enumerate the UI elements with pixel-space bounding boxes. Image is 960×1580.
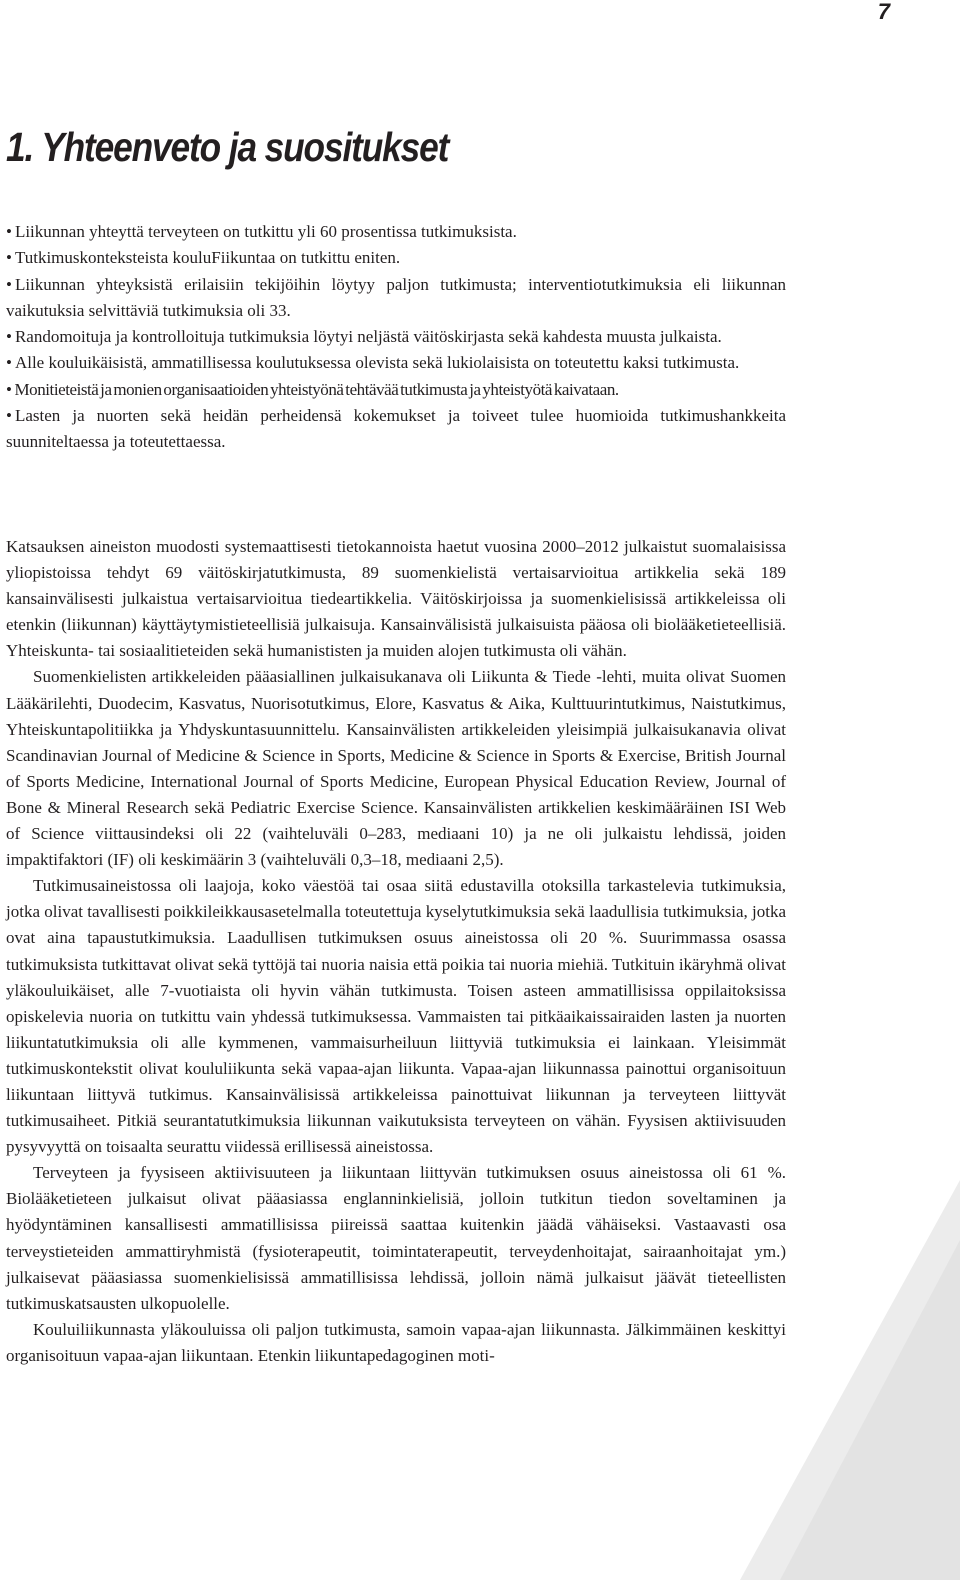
summary-bullet-text: Tutkimuskonteksteista kouluFiikuntaa on tutkittu eniten. <box>14 248 401 268</box>
bullet-icon: • <box>6 222 12 241</box>
summary-bullet-text: Lasten ja nuorten sekä heidän perheidensä kokemukset ja toiveet tulee huomioida tutkimushankkeita suunniteltaessa ja toteutettaessa. <box>6 406 786 452</box>
corner-decoration <box>740 1180 960 1580</box>
bullet-icon: • <box>6 274 12 294</box>
summary-bullet-item <box>6 219 786 245</box>
body-paragraph: Kouluiliikunnasta yläkouluissa oli paljon tutkimusta, samoin vapaa-ajan liikunnasta. Jälkimmäinen keskittyi organisoituun vapaa-ajan liikuntaan. Etenkin liikuntapedagoginen moti- <box>6 1319 786 1365</box>
page-number: 7 <box>877 0 890 24</box>
summary-bullet-text: Liikunnan yhteyksistä erilaisiin tekijöihin löytyy paljon tutkimusta; interventiotutkimuksia eli liikunnan vaikutuksia selvittäviä tutkimuksia oli 33. <box>6 274 786 320</box>
body-paragraph: Suomenkielisten artikkeleiden pääasiallinen julkaisukanava oli Liikunta & Tiede -lehti, muita olivat Suomen Lääkärilehti, Duodecim, Kasvatus, Nuorisotutkimus, Elore, Kasvatus & Aika, Kulttuurintutkimus, Naistutkimus, Yhteiskuntapolitiikka ja Yhdyskuntasuunnittelu. Kansainvälisten artikkeleiden yleisimpiä julkaisukanavia olivat Scandinavian Journal of Medicine & Science in Sports, Medicine & Science in Sports & Exercise, British Journal of Sports Medicine, International Journal of Sports Medicine, European Physical Education Review, Journal of Bone & Mineral Research sekä Pediatric Exercise Science. Kansainvälisten artikkelien keskimääräinen ISI Web of Science viittausindeksi oli 22 (vaihteluväli 0–283, mediaani 10) ja ne oli julkaistu lehdissä, joiden impaktifaktori (IF) oli keskimäärin 3 (vaihteluväli 0,3–18, mediaani 2,5). <box>6 667 786 870</box>
bullet-icon: • <box>6 248 12 268</box>
summary-bullet-item <box>6 272 786 325</box>
summary-bullet-text: Alle kouluikäisistä, ammatillisessa koulutuksessa olevista sekä lukiolaisista on toteutettu kaksi tutkimusta. <box>14 353 740 373</box>
bullet-icon: • <box>6 406 12 426</box>
summary-bullet-text: Monitieteistä ja monien organisaatioiden yhteistyönä tehtävää tutkimusta ja yhteistyötä kaivataan. <box>14 379 619 399</box>
chapter-title: 1. Yhteenveto ja suositukset <box>6 124 449 170</box>
body-paragraph: Katsauksen aineiston muodosti systemaattisesti tietokannoista haetut vuosina 2000–2012 julkaistut suomalaisissa yliopistoissa tehdyt 69 väitöskirjatutkimusta, 89 suomenkielistä vertaisarvioitua artikkelia sekä 189 kansainvälisesti julkaistua vertaisarvioitua tiedeartikkelia. Väitöskirjoissa ja suomenkielisissä artikkeleissa oli etenkin (liikunnan) käyttäytymistieteellisiä julkaisuja. Kansainvälisistä julkaisuista pääosa oli biolääketieteellisiä. Yhteiskunta- tai sosiaalitieteiden sekä humanististen ja muiden alojen tutkimusta oli vähän. <box>6 537 786 661</box>
bullet-icon: • <box>6 353 12 373</box>
summary-bullet-item <box>6 245 786 271</box>
summary-bullet-item <box>6 324 786 350</box>
bullet-icon: • <box>6 327 12 347</box>
body-paragraph: Tutkimusaineistossa oli laajoja, koko väestöä tai osaa siitä edustavilla otoksilla tarkastelevia tutkimuksia, jotka olivat tavallisesti poikkileikkausasetelmalla toteutettuja kyselytutkimuksia sekä laadullisia tutkimuksia, jotka ovat aina tapaustutkimuksia. Laadullisen tutkimuksen osuus aineistossa oli 20 %. Suurimmassa osassa tutkimuksista tutkittavat olivat sekä tyttöjä tai nuoria naisia että poikia tai nuoria miehiä. Tutkituin ikäryhmä olivat yläkouluikäiset, alle 7-vuotiaista oli hyvin vähän tutkimusta. Toisen asteen ammatillisissa oppilaitoksissa opiskelevia nuoria on tutkittu vain yhdessä tutkimuksessa. Vammaisten tai pitkäaikaissairaiden lasten ja nuorten liikuntatutkimuksia oli alle kymmenen, vammaisurheiluun liittyviä tutkimuksia ei lainkaan. Yleisimmät tutkimuskontekstit olivat koululiikunta sekä vapaa-ajan liikunta. Vapaa-ajan liikunnassa painottui organisoituun liikuntaan liittyvä tutkimus. Kansainvälisissä artikkeleissa painottuivat liikunnan ja terveyteen liittyvät tutkimusaiheet. Pitkiä seurantatutkimuksia liikunnan vaikutuksista terveyteen on vähän. Fyysisen aktiivisuuden pysyvyyttä on toisaalta seurattu viidessä erillisessä aineistossa. <box>6 876 786 1157</box>
body-paragraph: Terveyteen ja fyysiseen aktiivisuuteen ja liikuntaan liittyvän tutkimuksen osuus aineistossa oli 61 %. Biolääketieteen julkaisut olivat pääasiassa englanninkielisiä, jolloin tutkitun tiedon soveltaminen ja hyödyntäminen kansallisesti ammatillisissa piireissä saattaa kuitenkin jäädä vähäiseksi. Vastaavasti osa terveystieteiden ammattiryhmistä (fysioterapeutit, toimintaterapeutit, terveydenhoitajat, sairaanhoitajat ym.) julkaisevat pääasiassa suomenkielisissä ammatillisissa lehdissä, jolloin nämä julkaisut jäävät tieteellisten tutkimuskatsausten ulkopuolelle. <box>6 1163 786 1313</box>
summary-bullet-text: Liikunnan yhteyttä terveyteen on tutkittu yli 60 prosentissa tutkimuksista. <box>14 222 517 241</box>
summary-bullet-list <box>6 219 786 456</box>
summary-bullet-item <box>6 403 786 456</box>
summary-bullet-item <box>6 377 786 403</box>
summary-bullet-item <box>6 350 786 376</box>
body-text <box>6 534 786 1369</box>
bullet-icon: • <box>6 379 12 399</box>
summary-bullet-text: Randomoituja ja kontrolloituja tutkimuksia löytyi neljästä väitöskirjasta sekä kahdesta muusta julkaista. <box>14 327 722 347</box>
